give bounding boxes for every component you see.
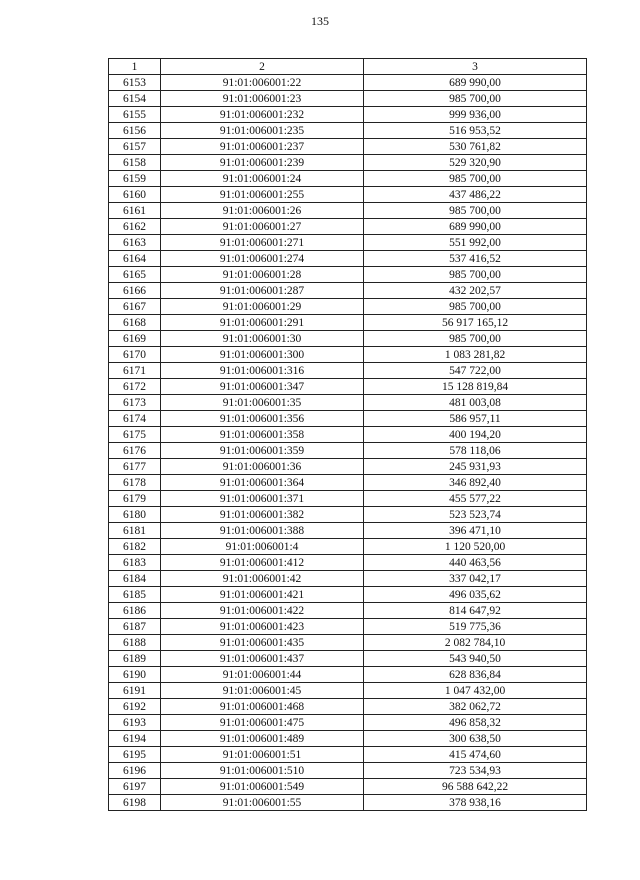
table-row — [109, 299, 587, 315]
table-row — [109, 459, 587, 475]
table-row — [109, 443, 587, 459]
row-number-cell: 6161 — [109, 203, 161, 219]
value-cell: 15 128 819,84 — [364, 379, 587, 395]
cadastral-number-cell: 91:01:006001:42 — [161, 571, 364, 587]
row-number-cell: 6179 — [109, 491, 161, 507]
cadastral-number-cell: 91:01:006001:26 — [161, 203, 364, 219]
cadastral-number-cell: 91:01:006001:232 — [161, 107, 364, 123]
cadastral-number-cell: 91:01:006001:36 — [161, 459, 364, 475]
table-body — [109, 75, 587, 811]
row-number-cell: 6174 — [109, 411, 161, 427]
value-cell: 481 003,08 — [364, 395, 587, 411]
table-row — [109, 731, 587, 747]
table-row — [109, 219, 587, 235]
cadastral-number-cell: 91:01:006001:423 — [161, 619, 364, 635]
row-number-cell: 6183 — [109, 555, 161, 571]
row-number-cell: 6189 — [109, 651, 161, 667]
value-cell: 537 416,52 — [364, 251, 587, 267]
value-cell: 440 463,56 — [364, 555, 587, 571]
row-number-cell: 6191 — [109, 683, 161, 699]
value-cell: 689 990,00 — [364, 219, 587, 235]
value-cell: 96 588 642,22 — [364, 779, 587, 795]
table-row — [109, 363, 587, 379]
column-header-3: 3 — [364, 59, 587, 75]
value-cell: 400 194,20 — [364, 427, 587, 443]
value-cell: 1 083 281,82 — [364, 347, 587, 363]
table-row — [109, 763, 587, 779]
value-cell: 245 931,93 — [364, 459, 587, 475]
table-row — [109, 603, 587, 619]
table-row — [109, 427, 587, 443]
cadastral-number-cell: 91:01:006001:388 — [161, 523, 364, 539]
value-cell: 985 700,00 — [364, 299, 587, 315]
cadastral-number-cell: 91:01:006001:468 — [161, 699, 364, 715]
value-cell: 985 700,00 — [364, 171, 587, 187]
row-number-cell: 6167 — [109, 299, 161, 315]
cadastral-number-cell: 91:01:006001:27 — [161, 219, 364, 235]
value-cell: 723 534,93 — [364, 763, 587, 779]
row-number-cell: 6194 — [109, 731, 161, 747]
table-row — [109, 635, 587, 651]
value-cell: 519 775,36 — [364, 619, 587, 635]
cadastral-number-cell: 91:01:006001:23 — [161, 91, 364, 107]
cadastral-number-cell: 91:01:006001:359 — [161, 443, 364, 459]
row-number-cell: 6160 — [109, 187, 161, 203]
value-cell: 1 120 520,00 — [364, 539, 587, 555]
table-row — [109, 171, 587, 187]
cadastral-number-cell: 91:01:006001:300 — [161, 347, 364, 363]
column-header-1: 1 — [109, 59, 161, 75]
value-cell: 543 940,50 — [364, 651, 587, 667]
cadastral-number-cell: 91:01:006001:412 — [161, 555, 364, 571]
row-number-cell: 6180 — [109, 507, 161, 523]
cadastral-number-cell: 91:01:006001:364 — [161, 475, 364, 491]
cadastral-number-cell: 91:01:006001:422 — [161, 603, 364, 619]
table-row — [109, 315, 587, 331]
row-number-cell: 6185 — [109, 587, 161, 603]
value-cell: 586 957,11 — [364, 411, 587, 427]
table-row — [109, 651, 587, 667]
table-row — [109, 747, 587, 763]
value-cell: 689 990,00 — [364, 75, 587, 91]
value-cell: 999 936,00 — [364, 107, 587, 123]
row-number-cell: 6159 — [109, 171, 161, 187]
cadastral-number-cell: 91:01:006001:382 — [161, 507, 364, 523]
row-number-cell: 6170 — [109, 347, 161, 363]
value-cell: 530 761,82 — [364, 139, 587, 155]
cadastral-number-cell: 91:01:006001:371 — [161, 491, 364, 507]
table-row — [109, 507, 587, 523]
cadastral-number-cell: 91:01:006001:55 — [161, 795, 364, 811]
value-cell: 432 202,57 — [364, 283, 587, 299]
table-row — [109, 571, 587, 587]
table-row — [109, 283, 587, 299]
row-number-cell: 6182 — [109, 539, 161, 555]
row-number-cell: 6176 — [109, 443, 161, 459]
value-cell: 551 992,00 — [364, 235, 587, 251]
cadastral-number-cell: 91:01:006001:4 — [161, 539, 364, 555]
row-number-cell: 6162 — [109, 219, 161, 235]
table-row — [109, 411, 587, 427]
cadastral-number-cell: 91:01:006001:44 — [161, 667, 364, 683]
row-number-cell: 6171 — [109, 363, 161, 379]
value-cell: 547 722,00 — [364, 363, 587, 379]
value-cell: 2 082 784,10 — [364, 635, 587, 651]
value-cell: 346 892,40 — [364, 475, 587, 491]
row-number-cell: 6175 — [109, 427, 161, 443]
cadastral-number-cell: 91:01:006001:549 — [161, 779, 364, 795]
value-cell: 396 471,10 — [364, 523, 587, 539]
cadastral-number-cell: 91:01:006001:489 — [161, 731, 364, 747]
row-number-cell: 6184 — [109, 571, 161, 587]
column-header-2: 2 — [161, 59, 364, 75]
cadastral-number-cell: 91:01:006001:45 — [161, 683, 364, 699]
value-cell: 382 062,72 — [364, 699, 587, 715]
table-row — [109, 379, 587, 395]
row-number-cell: 6193 — [109, 715, 161, 731]
cadastral-number-cell: 91:01:006001:271 — [161, 235, 364, 251]
row-number-cell: 6156 — [109, 123, 161, 139]
value-cell: 300 638,50 — [364, 731, 587, 747]
table-header-row — [109, 59, 587, 75]
table-row — [109, 795, 587, 811]
table-row — [109, 667, 587, 683]
row-number-cell: 6190 — [109, 667, 161, 683]
cadastral-number-cell: 91:01:006001:437 — [161, 651, 364, 667]
row-number-cell: 6154 — [109, 91, 161, 107]
row-number-cell: 6164 — [109, 251, 161, 267]
table-row — [109, 187, 587, 203]
value-cell: 628 836,84 — [364, 667, 587, 683]
page-number: 135 — [311, 14, 329, 28]
table-row — [109, 587, 587, 603]
value-cell: 578 118,06 — [364, 443, 587, 459]
value-cell: 985 700,00 — [364, 91, 587, 107]
cadastral-number-cell: 91:01:006001:255 — [161, 187, 364, 203]
table-row — [109, 203, 587, 219]
value-cell: 337 042,17 — [364, 571, 587, 587]
cadastral-number-cell: 91:01:006001:24 — [161, 171, 364, 187]
row-number-cell: 6188 — [109, 635, 161, 651]
table-row — [109, 699, 587, 715]
value-cell: 437 486,22 — [364, 187, 587, 203]
table-row — [109, 683, 587, 699]
table-row — [109, 107, 587, 123]
cadastral-number-cell: 91:01:006001:29 — [161, 299, 364, 315]
value-cell: 415 474,60 — [364, 747, 587, 763]
row-number-cell: 6178 — [109, 475, 161, 491]
row-number-cell: 6181 — [109, 523, 161, 539]
value-cell: 985 700,00 — [364, 267, 587, 283]
table-row — [109, 715, 587, 731]
row-number-cell: 6153 — [109, 75, 161, 91]
table-row — [109, 539, 587, 555]
table-row — [109, 619, 587, 635]
value-cell: 529 320,90 — [364, 155, 587, 171]
value-cell: 1 047 432,00 — [364, 683, 587, 699]
table-row — [109, 491, 587, 507]
row-number-cell: 6172 — [109, 379, 161, 395]
row-number-cell: 6186 — [109, 603, 161, 619]
table-row — [109, 235, 587, 251]
row-number-cell: 6197 — [109, 779, 161, 795]
cadastral-number-cell: 91:01:006001:274 — [161, 251, 364, 267]
table-row — [109, 347, 587, 363]
row-number-cell: 6166 — [109, 283, 161, 299]
value-cell: 56 917 165,12 — [364, 315, 587, 331]
table-row — [109, 523, 587, 539]
cadastral-number-cell: 91:01:006001:435 — [161, 635, 364, 651]
value-cell: 985 700,00 — [364, 331, 587, 347]
value-cell: 496 035,62 — [364, 587, 587, 603]
table-row — [109, 139, 587, 155]
value-cell: 814 647,92 — [364, 603, 587, 619]
row-number-cell: 6196 — [109, 763, 161, 779]
value-cell: 378 938,16 — [364, 795, 587, 811]
row-number-cell: 6169 — [109, 331, 161, 347]
cadastral-number-cell: 91:01:006001:291 — [161, 315, 364, 331]
value-cell: 516 953,52 — [364, 123, 587, 139]
cadastral-number-cell: 91:01:006001:510 — [161, 763, 364, 779]
cadastral-number-cell: 91:01:006001:316 — [161, 363, 364, 379]
cadastral-number-cell: 91:01:006001:475 — [161, 715, 364, 731]
cadastral-number-cell: 91:01:006001:30 — [161, 331, 364, 347]
table-row — [109, 155, 587, 171]
cadastral-number-cell: 91:01:006001:239 — [161, 155, 364, 171]
row-number-cell: 6158 — [109, 155, 161, 171]
table-row — [109, 395, 587, 411]
row-number-cell: 6173 — [109, 395, 161, 411]
row-number-cell: 6195 — [109, 747, 161, 763]
table-row — [109, 75, 587, 91]
data-table — [108, 58, 587, 811]
row-number-cell: 6155 — [109, 107, 161, 123]
row-number-cell: 6198 — [109, 795, 161, 811]
row-number-cell: 6165 — [109, 267, 161, 283]
row-number-cell: 6187 — [109, 619, 161, 635]
value-cell: 455 577,22 — [364, 491, 587, 507]
row-number-cell: 6163 — [109, 235, 161, 251]
table-row — [109, 475, 587, 491]
table-row — [109, 779, 587, 795]
cadastral-number-cell: 91:01:006001:421 — [161, 587, 364, 603]
cadastral-number-cell: 91:01:006001:356 — [161, 411, 364, 427]
cadastral-number-cell: 91:01:006001:347 — [161, 379, 364, 395]
cadastral-number-cell: 91:01:006001:35 — [161, 395, 364, 411]
cadastral-number-cell: 91:01:006001:22 — [161, 75, 364, 91]
table-row — [109, 555, 587, 571]
cadastral-number-cell: 91:01:006001:28 — [161, 267, 364, 283]
table-row — [109, 331, 587, 347]
cadastral-number-cell: 91:01:006001:287 — [161, 283, 364, 299]
value-cell: 496 858,32 — [364, 715, 587, 731]
table-row — [109, 123, 587, 139]
cadastral-number-cell: 91:01:006001:51 — [161, 747, 364, 763]
row-number-cell: 6192 — [109, 699, 161, 715]
cadastral-number-cell: 91:01:006001:235 — [161, 123, 364, 139]
cadastral-number-cell: 91:01:006001:237 — [161, 139, 364, 155]
value-cell: 985 700,00 — [364, 203, 587, 219]
value-cell: 523 523,74 — [364, 507, 587, 523]
table-row — [109, 251, 587, 267]
row-number-cell: 6157 — [109, 139, 161, 155]
table-row — [109, 267, 587, 283]
table-row — [109, 91, 587, 107]
row-number-cell: 6177 — [109, 459, 161, 475]
cadastral-number-cell: 91:01:006001:358 — [161, 427, 364, 443]
row-number-cell: 6168 — [109, 315, 161, 331]
